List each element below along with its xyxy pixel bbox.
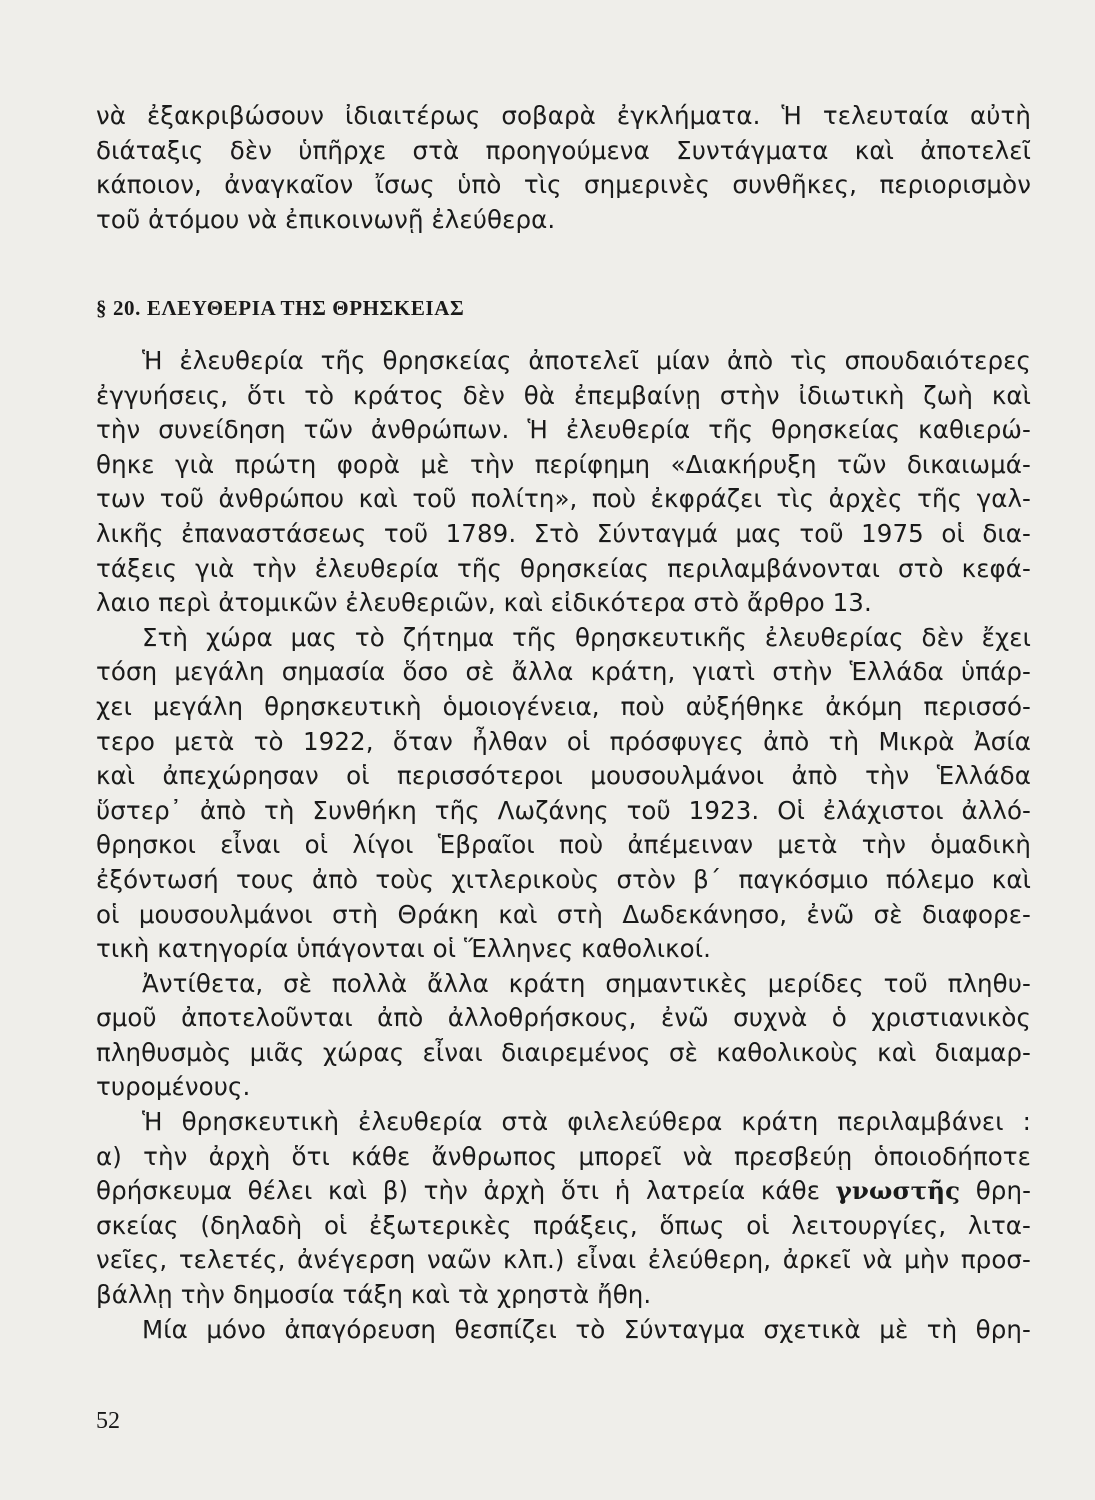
paragraph: [96, 1313, 1031, 1348]
text-line: λικῆς ἐπαναστάσεως τοῦ 1789. Στὸ Σύνταγμά μας τοῦ 1975 οἱ δια-: [96, 518, 1031, 548]
text-line: τοῦ ἀτόμου νὰ ἐπικοινωνῇ ἐλεύθερα.: [96, 204, 556, 234]
text-line: [96, 1174, 1031, 1209]
section-heading: § 20. ΕΛΕΥΘΕΡΙΑ ΤΗΣ ΘΡΗΣΚΕΙΑΣ: [96, 296, 465, 320]
text-line: τάξεις γιὰ τὴν ἐλευθερία τῆς θρησκείας περιλαμβάνονται στὸ κεφά-: [96, 553, 1031, 583]
text-line: α) τὴν ἀρχὴ ὅτι κάθε ἄνθρωπος μπορεῖ νὰ πρεσβεύῃ ὁποιοδήποτε: [96, 1141, 1031, 1171]
text-segment: θρη-: [975, 1176, 1031, 1206]
text-line: νεῖες, τελετές, ἀνέγερση ναῶν κλπ.) εἶναι ἐλεύθερη, ἀρκεῖ νὰ μὴν προσ-: [96, 1245, 1031, 1275]
text-line: καὶ ἀπεχώρησαν οἱ περισσότεροι μουσουλμάνοι ἀπὸ τὴν Ἑλλάδα: [96, 761, 1031, 791]
paragraph: [96, 1105, 1031, 1313]
page-number: 52: [96, 1408, 120, 1434]
text-line: τερο μετὰ τὸ 1922, ὅταν ἦλθαν οἱ πρόσφυγες ἀπὸ τὴ Μικρὰ Ἀσία: [96, 726, 1031, 756]
text-line: σμοῦ ἀποτελοῦνται ἀπὸ ἀλλοθρήσκους, ἐνῶ συχνὰ ὁ χριστιανικὸς: [96, 1003, 1031, 1033]
text-segment: θρήσκευμα θέλει καὶ β) τὴν ἀρχὴ ὅτι ἡ λατρεία κάθε: [96, 1176, 821, 1206]
text-line: διάταξις δὲν ὑπῆρχε στὰ προηγούμενα Συντάγματα καὶ ἀποτελεῖ: [96, 135, 1031, 165]
paragraph: [96, 344, 1031, 621]
intro-paragraph: [96, 99, 1031, 237]
text-line: χει μεγάλη θρησκευτικὴ ὁμοιογένεια, ποὺ αὐξήθηκε ἀκόμη περισσό-: [96, 691, 1031, 721]
text-line: τυρομένους.: [96, 1072, 251, 1102]
text-line: βάλλῃ τὴν δημοσία τάξη καὶ τὰ χρηστὰ ἤθη.: [96, 1280, 652, 1310]
emphasized-word: γνωστῆς: [835, 1176, 961, 1206]
text-line: κάποιον, ἀναγκαῖον ἴσως ὑπὸ τὶς σημερινὲς συνθῆκες, περιορισμὸν: [96, 170, 1031, 200]
text-line: σκείας (δηλαδὴ οἱ ἐξωτερικὲς πράξεις, ὅπως οἱ λειτουργίες, λιτα-: [96, 1210, 1031, 1240]
text-line: θρησκοι εἶναι οἱ λίγοι Ἑβραῖοι ποὺ ἀπέμειναν μετὰ τὴν ὁμαδικὴ: [96, 830, 1031, 860]
paragraph: [96, 621, 1031, 967]
text-line: οἱ μουσουλμάνοι στὴ Θράκη καὶ στὴ Δωδεκάνησο, ἐνῶ σὲ διαφορε-: [96, 899, 1031, 929]
text-line: Ἀντίθετα, σὲ πολλὰ ἄλλα κράτη σημαντικὲς μερίδες τοῦ πληθυ-: [142, 968, 1031, 998]
text-line: πληθυσμὸς μιᾶς χώρας εἶναι διαιρεμένος σὲ καθολικοὺς καὶ διαμαρ-: [96, 1037, 1031, 1067]
text-line: τόση μεγάλη σημασία ὅσο σὲ ἄλλα κράτη, γιατὶ στὴν Ἑλλάδα ὑπάρ-: [96, 657, 1031, 687]
paragraph: [96, 967, 1031, 1105]
text-line: των τοῦ ἀνθρώπου καὶ τοῦ πολίτη», ποὺ ἐκφράζει τὶς ἀρχὲς τῆς γαλ-: [96, 484, 1031, 514]
text-line: λαιο περὶ ἀτομικῶν ἐλευθεριῶν, καὶ εἰδικότερα στὸ ἄρθρο 13.: [96, 588, 872, 618]
text-line: τικὴ κατηγορία ὑπάγονται οἱ Ἕλληνες καθολικοί.: [96, 934, 712, 964]
text-line: ἐγγυήσεις, ὅτι τὸ κράτος δὲν θὰ ἐπεμβαίνῃ στὴν ἰδιωτικὴ ζωὴ καὶ: [96, 380, 1031, 410]
body-text: [96, 344, 1031, 1347]
text-line: ὕστερ᾽ ἀπὸ τὴ Συνθήκη τῆς Λωζάνης τοῦ 1923. Οἱ ἐλάχιστοι ἀλλό-: [96, 795, 1031, 825]
text-line: Ἡ ἐλευθερία τῆς θρησκείας ἀποτελεῖ μίαν ἀπὸ τὶς σπουδαιότερες: [142, 346, 1031, 375]
text-line: ἐξόντωσή τους ἀπὸ τοὺς χιτλερικοὺς στὸν β΄ παγκόσμιο πόλεμο καὶ: [96, 864, 1031, 894]
text-line: Στὴ χώρα μας τὸ ζήτημα τῆς θρησκευτικῆς ἐλευθερίας δὲν ἔχει: [142, 622, 1031, 652]
text-line: νὰ ἐξακριβώσουν ἰδιαιτέρως σοβαρὰ ἐγκλήματα. Ἡ τελευταία αὐτὴ: [96, 101, 1031, 130]
text-line: Μία μόνο ἀπαγόρευση θεσπίζει τὸ Σύνταγμα σχετικὰ μὲ τὴ θρη-: [142, 1314, 1031, 1344]
text-line: τὴν συνείδηση τῶν ἀνθρώπων. Ἡ ἐλευθερία τῆς θρησκείας καθιερώ-: [96, 415, 1031, 445]
text-line: θηκε γιὰ πρώτη φορὰ μὲ τὴν περίφημη «Διακήρυξη τῶν δικαιωμά-: [96, 449, 1031, 479]
text-line: Ἡ θρησκευτικὴ ἐλευθερία στὰ φιλελεύθερα κράτη περιλαμβάνει :: [142, 1107, 1031, 1137]
